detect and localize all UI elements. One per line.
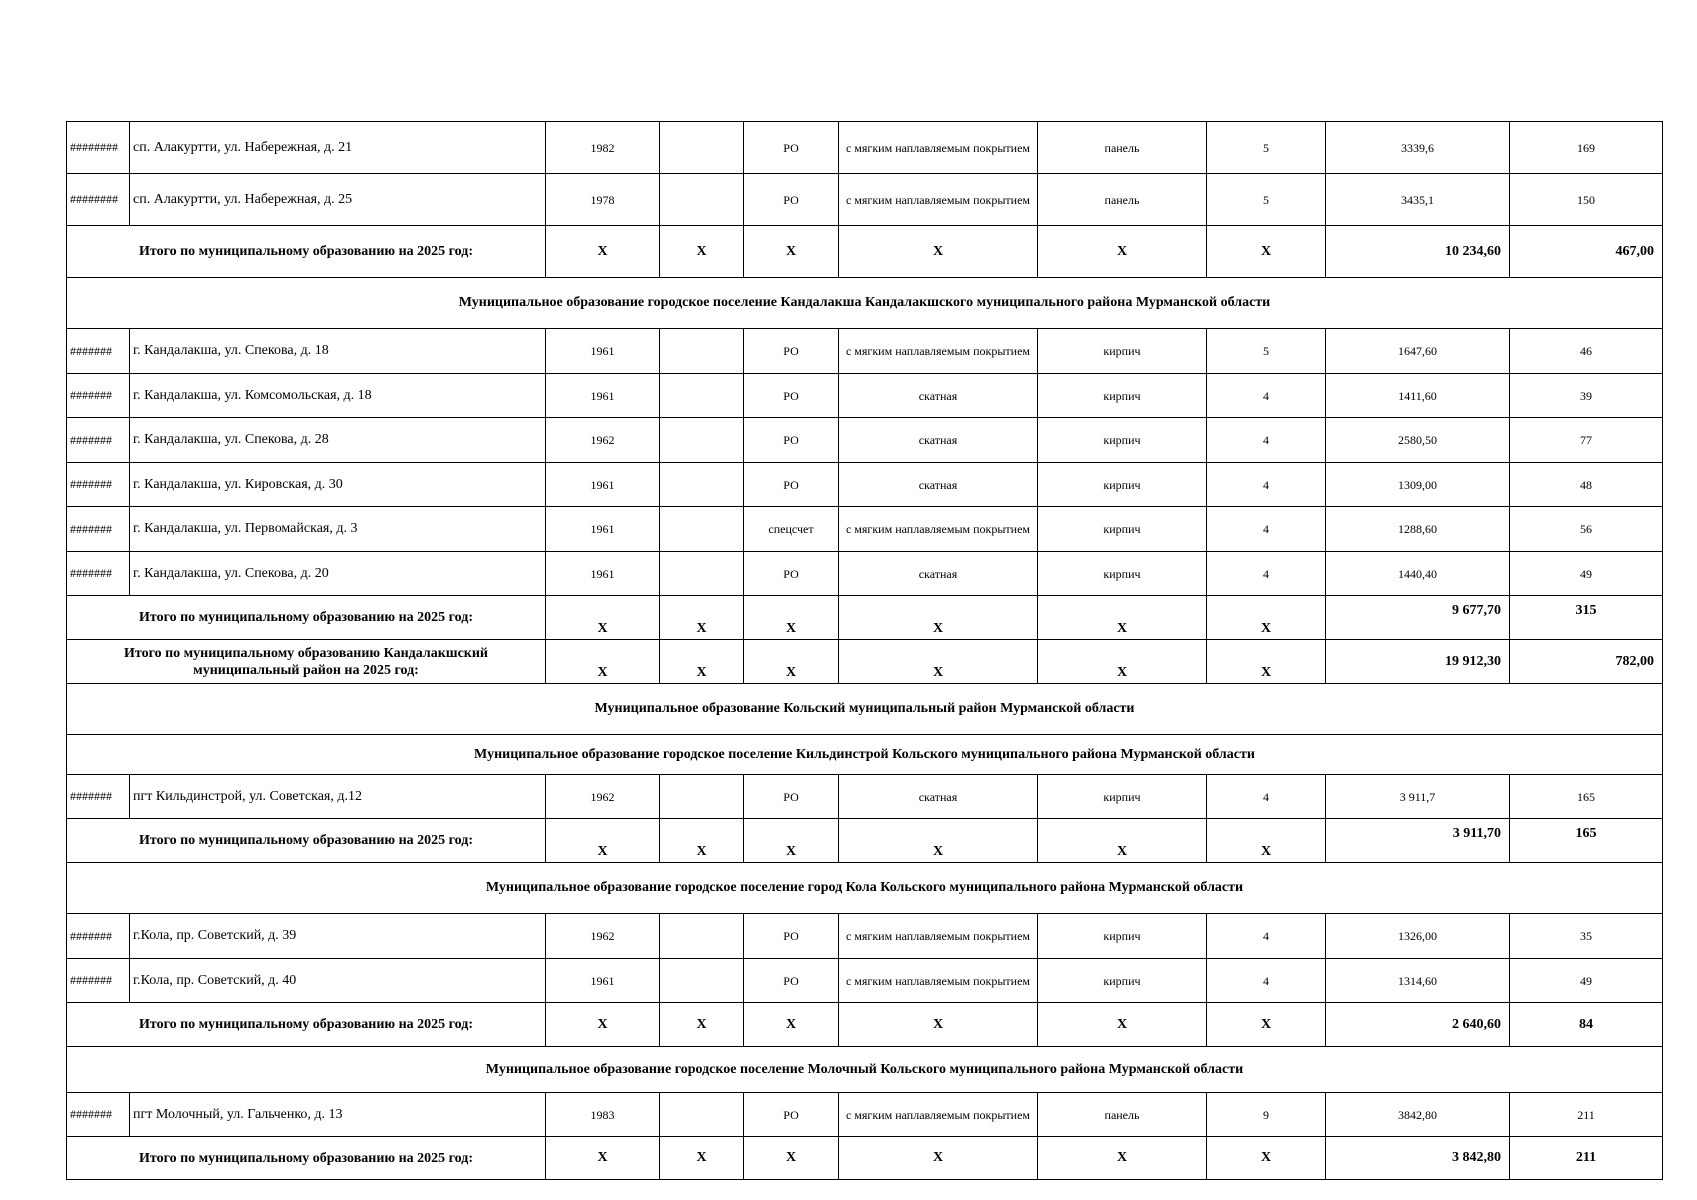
x-mark: X <box>744 226 839 278</box>
empty-cell <box>660 174 744 226</box>
address: пгт Кильдинстрой, ул. Советская, д.12 <box>130 775 546 819</box>
total-residents: 84 <box>1510 1003 1663 1047</box>
fund-method: спецсчет <box>744 507 839 552</box>
address: г. Кандалакша, ул. Первомайская, д. 3 <box>130 507 546 552</box>
x-mark: X <box>1038 596 1207 640</box>
x-mark: X <box>1207 1003 1326 1047</box>
address: пгт Молочный, ул. Гальченко, д. 13 <box>130 1093 546 1137</box>
section-header-row <box>67 278 1663 329</box>
fund-method: РО <box>744 552 839 596</box>
residents: 169 <box>1510 122 1663 174</box>
address: г. Кандалакша, ул. Спекова, д. 18 <box>130 329 546 374</box>
x-mark: X <box>546 1003 660 1047</box>
address: г.Кола, пр. Советский, д. 39 <box>130 914 546 959</box>
roof-type: с мягким наплавляемым покрытием <box>839 507 1038 552</box>
area: 3435,1 <box>1326 174 1510 226</box>
fund-method: РО <box>744 174 839 226</box>
section-header: Муниципальное образование городское поселение Кильдинстрой Кольского муниципального района Мурманской области <box>67 735 1663 775</box>
x-mark: X <box>1207 819 1326 863</box>
x-mark: X <box>1038 226 1207 278</box>
x-mark: X <box>660 226 744 278</box>
address: сп. Алакуртти, ул. Набережная, д. 21 <box>130 122 546 174</box>
residents: 49 <box>1510 959 1663 1003</box>
row-number: ####### <box>67 463 130 507</box>
floors: 5 <box>1207 329 1326 374</box>
row-number: ######## <box>67 174 130 226</box>
year-built: 1983 <box>546 1093 660 1137</box>
x-mark: X <box>744 596 839 640</box>
total-row <box>67 1003 1663 1047</box>
wall-material: кирпич <box>1038 959 1207 1003</box>
total-residents: 165 <box>1510 819 1663 863</box>
total-label: Итого по муниципальному образованию на 2025 год: <box>67 819 546 863</box>
empty-cell <box>660 122 744 174</box>
x-mark: X <box>546 640 660 684</box>
x-mark: X <box>660 819 744 863</box>
total-area: 2 640,60 <box>1326 1003 1510 1047</box>
address: г.Кола, пр. Советский, д. 40 <box>130 959 546 1003</box>
address: г. Кандалакша, ул. Спекова, д. 28 <box>130 418 546 463</box>
floors: 4 <box>1207 775 1326 819</box>
empty-cell <box>660 1093 744 1137</box>
floors: 4 <box>1207 914 1326 959</box>
fund-method: РО <box>744 1093 839 1137</box>
roof-type: с мягким наплавляемым покрытием <box>839 914 1038 959</box>
wall-material: панель <box>1038 1093 1207 1137</box>
area: 1326,00 <box>1326 914 1510 959</box>
floors: 4 <box>1207 418 1326 463</box>
fund-method: РО <box>744 775 839 819</box>
x-mark: X <box>744 1003 839 1047</box>
residents: 150 <box>1510 174 1663 226</box>
table-row <box>67 418 1663 463</box>
table-row <box>67 122 1663 174</box>
empty-cell <box>660 418 744 463</box>
year-built: 1961 <box>546 463 660 507</box>
year-built: 1961 <box>546 329 660 374</box>
total-area: 3 911,70 <box>1326 819 1510 863</box>
year-built: 1961 <box>546 507 660 552</box>
x-mark: X <box>744 640 839 684</box>
wall-material: кирпич <box>1038 374 1207 418</box>
x-mark: X <box>1038 1137 1207 1180</box>
roof-type: скатная <box>839 418 1038 463</box>
empty-cell <box>660 775 744 819</box>
floors: 5 <box>1207 122 1326 174</box>
floors: 4 <box>1207 552 1326 596</box>
x-mark: X <box>1038 819 1207 863</box>
floors: 9 <box>1207 1093 1326 1137</box>
fund-method: РО <box>744 122 839 174</box>
residents: 35 <box>1510 914 1663 959</box>
total-area: 3 842,80 <box>1326 1137 1510 1180</box>
section-header-row <box>67 684 1663 735</box>
address: г. Кандалакша, ул. Кировская, д. 30 <box>130 463 546 507</box>
roof-type: с мягким наплавляемым покрытием <box>839 959 1038 1003</box>
fund-method: РО <box>744 329 839 374</box>
x-mark: X <box>744 819 839 863</box>
area: 1440,40 <box>1326 552 1510 596</box>
total-label: Итого по муниципальному образованию на 2025 год: <box>67 1137 546 1180</box>
section-header: Муниципальное образование Кольский муниципальный район Мурманской области <box>67 684 1663 735</box>
roof-type: скатная <box>839 374 1038 418</box>
wall-material: кирпич <box>1038 914 1207 959</box>
total-area: 10 234,60 <box>1326 226 1510 278</box>
year-built: 1962 <box>546 418 660 463</box>
x-mark: X <box>660 596 744 640</box>
wall-material: кирпич <box>1038 507 1207 552</box>
wall-material: кирпич <box>1038 329 1207 374</box>
area: 1647,60 <box>1326 329 1510 374</box>
table-row <box>67 775 1663 819</box>
table-row <box>67 552 1663 596</box>
row-number: ####### <box>67 507 130 552</box>
residents: 48 <box>1510 463 1663 507</box>
x-mark: X <box>744 1137 839 1180</box>
total-label: Итого по муниципальному образованию на 2025 год: <box>67 596 546 640</box>
section-header-row <box>67 863 1663 914</box>
area: 1314,60 <box>1326 959 1510 1003</box>
residents: 165 <box>1510 775 1663 819</box>
total-residents: 315 <box>1510 596 1663 640</box>
fund-method: РО <box>744 914 839 959</box>
residents: 46 <box>1510 329 1663 374</box>
wall-material: панель <box>1038 122 1207 174</box>
wall-material: кирпич <box>1038 775 1207 819</box>
total-row <box>67 226 1663 278</box>
year-built: 1961 <box>546 374 660 418</box>
total-label: Итого по муниципальному образованию Кандалакшский муниципальный район на 2025 год: <box>67 640 546 684</box>
roof-type: с мягким наплавляемым покрытием <box>839 174 1038 226</box>
empty-cell <box>660 374 744 418</box>
x-mark: X <box>546 596 660 640</box>
residents: 56 <box>1510 507 1663 552</box>
total-area: 9 677,70 <box>1326 596 1510 640</box>
floors: 5 <box>1207 174 1326 226</box>
table-row <box>67 507 1663 552</box>
x-mark: X <box>839 819 1038 863</box>
fund-method: РО <box>744 959 839 1003</box>
table-body <box>67 122 1663 1180</box>
x-mark: X <box>1207 1137 1326 1180</box>
residents: 39 <box>1510 374 1663 418</box>
total-row <box>67 1137 1663 1180</box>
x-mark: X <box>546 819 660 863</box>
table-row <box>67 959 1663 1003</box>
year-built: 1982 <box>546 122 660 174</box>
area: 3842,80 <box>1326 1093 1510 1137</box>
x-mark: X <box>839 640 1038 684</box>
area: 3339,6 <box>1326 122 1510 174</box>
section-header: Муниципальное образование городское поселение Молочный Кольского муниципального района Мурманской области <box>67 1047 1663 1093</box>
total-area: 19 912,30 <box>1326 640 1510 684</box>
x-mark: X <box>546 226 660 278</box>
x-mark: X <box>1038 640 1207 684</box>
table-row <box>67 1093 1663 1137</box>
table-row <box>67 463 1663 507</box>
total-residents: 467,00 <box>1510 226 1663 278</box>
empty-cell <box>660 463 744 507</box>
wall-material: панель <box>1038 174 1207 226</box>
total-row <box>67 596 1663 640</box>
address: г. Кандалакша, ул. Комсомольская, д. 18 <box>130 374 546 418</box>
wall-material: кирпич <box>1038 463 1207 507</box>
section-header-row <box>67 735 1663 775</box>
year-built: 1962 <box>546 775 660 819</box>
table-row <box>67 914 1663 959</box>
wall-material: кирпич <box>1038 552 1207 596</box>
area: 1309,00 <box>1326 463 1510 507</box>
fund-method: РО <box>744 374 839 418</box>
x-mark: X <box>1038 1003 1207 1047</box>
address: г. Кандалакша, ул. Спекова, д. 20 <box>130 552 546 596</box>
housing-table <box>66 121 1663 1180</box>
x-mark: X <box>660 1003 744 1047</box>
roof-type: с мягким наплавляемым покрытием <box>839 329 1038 374</box>
x-mark: X <box>1207 226 1326 278</box>
row-number: ####### <box>67 552 130 596</box>
year-built: 1962 <box>546 914 660 959</box>
section-header: Муниципальное образование городское поселение Кандалакша Кандалакшского муниципального района Мурманской области <box>67 278 1663 329</box>
table-row <box>67 174 1663 226</box>
area: 1411,60 <box>1326 374 1510 418</box>
fund-method: РО <box>744 418 839 463</box>
empty-cell <box>660 959 744 1003</box>
residents: 49 <box>1510 552 1663 596</box>
area: 2580,50 <box>1326 418 1510 463</box>
x-mark: X <box>660 1137 744 1180</box>
empty-cell <box>660 552 744 596</box>
wall-material: кирпич <box>1038 418 1207 463</box>
x-mark: X <box>839 596 1038 640</box>
table-row <box>67 329 1663 374</box>
x-mark: X <box>839 226 1038 278</box>
year-built: 1978 <box>546 174 660 226</box>
row-number: ####### <box>67 959 130 1003</box>
floors: 4 <box>1207 463 1326 507</box>
row-number: ####### <box>67 775 130 819</box>
row-number: ####### <box>67 329 130 374</box>
address: сп. Алакуртти, ул. Набережная, д. 25 <box>130 174 546 226</box>
section-header-row <box>67 1047 1663 1093</box>
row-number: ####### <box>67 1093 130 1137</box>
total-residents: 211 <box>1510 1137 1663 1180</box>
row-number: ####### <box>67 418 130 463</box>
section-header: Муниципальное образование городское поселение город Кола Кольского муниципального района Мурманской области <box>67 863 1663 914</box>
total-label: Итого по муниципальному образованию на 2025 год: <box>67 226 546 278</box>
total-row <box>67 640 1663 684</box>
table-row <box>67 374 1663 418</box>
empty-cell <box>660 329 744 374</box>
row-number: ####### <box>67 914 130 959</box>
floors: 4 <box>1207 507 1326 552</box>
empty-cell <box>660 914 744 959</box>
roof-type: скатная <box>839 552 1038 596</box>
total-label: Итого по муниципальному образованию на 2025 год: <box>67 1003 546 1047</box>
floors: 4 <box>1207 959 1326 1003</box>
floors: 4 <box>1207 374 1326 418</box>
fund-method: РО <box>744 463 839 507</box>
empty-cell <box>660 507 744 552</box>
x-mark: X <box>839 1137 1038 1180</box>
x-mark: X <box>546 1137 660 1180</box>
roof-type: с мягким наплавляемым покрытием <box>839 122 1038 174</box>
roof-type: с мягким наплавляемым покрытием <box>839 1093 1038 1137</box>
roof-type: скатная <box>839 463 1038 507</box>
residents: 211 <box>1510 1093 1663 1137</box>
x-mark: X <box>1207 596 1326 640</box>
row-number: ######## <box>67 122 130 174</box>
area: 1288,60 <box>1326 507 1510 552</box>
row-number: ####### <box>67 374 130 418</box>
x-mark: X <box>660 640 744 684</box>
year-built: 1961 <box>546 959 660 1003</box>
total-row <box>67 819 1663 863</box>
year-built: 1961 <box>546 552 660 596</box>
area: 3 911,7 <box>1326 775 1510 819</box>
x-mark: X <box>839 1003 1038 1047</box>
total-residents: 782,00 <box>1510 640 1663 684</box>
roof-type: скатная <box>839 775 1038 819</box>
x-mark: X <box>1207 640 1326 684</box>
residents: 77 <box>1510 418 1663 463</box>
